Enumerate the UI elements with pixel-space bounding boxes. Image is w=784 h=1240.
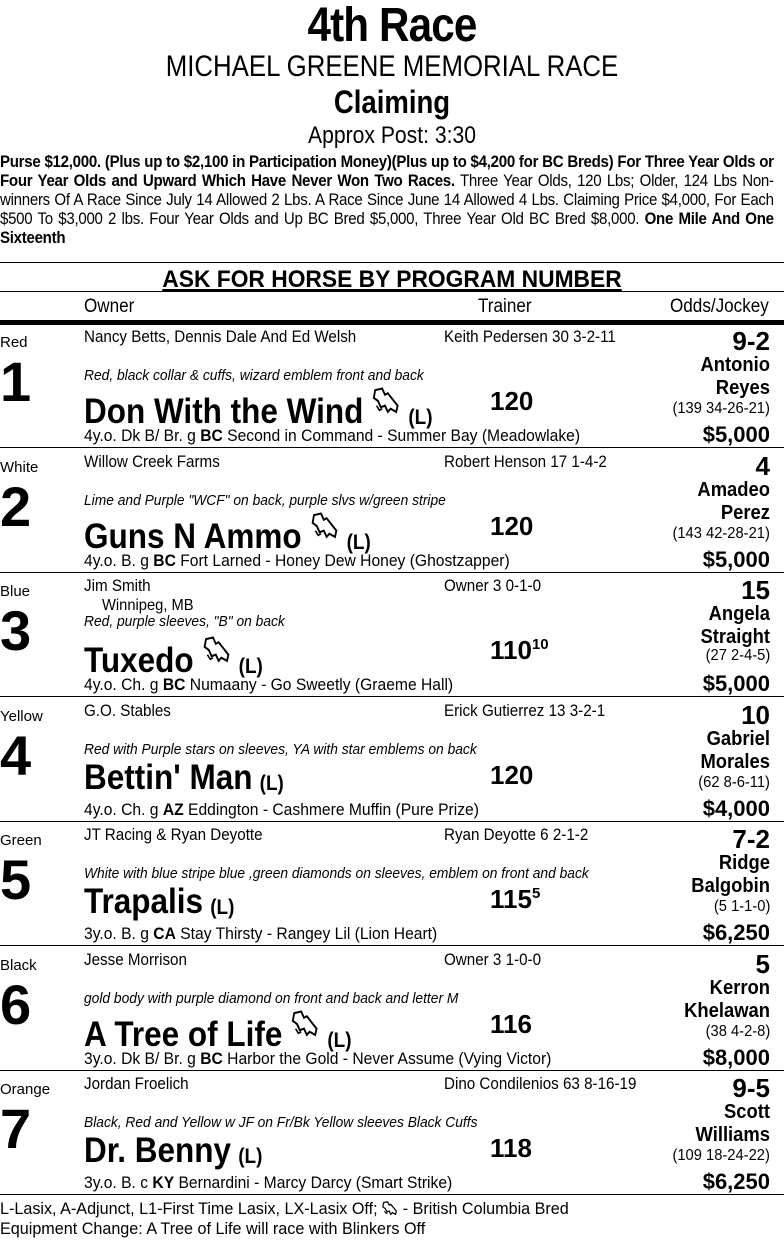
jockey-name: Angela Straight [700,603,770,648]
entry-row [0,698,784,822]
odds-jockey-column-header: Odds/Jockey [670,296,769,317]
morning-line-odds: 4 [755,450,770,481]
breeding-line [84,924,437,944]
trainer-info: Owner 3 1-0-0 [444,950,542,969]
age-sex: 3y.o. B. g [84,924,149,943]
bc-map-icon [291,1007,320,1047]
bred-state: CA [153,924,176,943]
owner-name: JT Racing & Ryan Deyotte [84,826,263,844]
pedigree: Harbor the Gold - Never Assume (Vying Victor) [227,1048,552,1068]
morning-line-odds: 10 [741,699,770,730]
owner-column-header: Owner [84,296,135,317]
claiming-price: $6,250 [702,920,770,945]
program-number: 6 [0,972,32,1036]
program-number: 7 [0,1097,32,1160]
conditions-purse: Purse $12,000. (Plus up to $2,100 in Participation Money)(Plus up to $4,200 for BC Breds) For Three Year Olds or Four Year Olds and Upward Which Have Never Won Two Races. [0,153,774,190]
weight-allowance: 10 [531,636,549,653]
horse-name-line [84,633,263,681]
pedigree: Stay Thirsty - Rangey Lil (Lion Heart) [180,924,438,943]
breeding-line [84,426,580,446]
footer [0,1200,745,1238]
breeding-line [84,1049,551,1069]
jockey-stats: (139 34-26-21) [672,400,770,417]
conditions-body: Three Year Olds, 120 Lbs; Older, 124 Lbs Non-winners Of A Race Since July 14 Allowed 2 Lbs. A Race Since June 14 Allowed 4 Lbs. Claiming Price $4,000, For Each $500 To $3,000 2 lbs. Four Year Olds and Up BC Bred $5,000, Three Year Old BC Bred $8,000. [0,172,774,228]
claiming-price: $5,000 [702,671,770,696]
program-number: 5 [0,848,32,911]
owner-location: Winnipeg, MB [102,597,194,614]
jockey-name: Amadeo Perez [697,478,770,524]
owner-name: Jordan Froelich [84,1075,189,1093]
entry-row [0,449,784,573]
age-sex: 3y.o. B. c [84,1173,149,1192]
pedigree: Numaany - Go Sweetly (Graeme Hall) [189,675,454,694]
saddle-cloth-color: Yellow [0,707,43,725]
silks-description: Red, purple sleeves, "B" on back [84,613,285,630]
horse-name: Tuxedo [84,641,194,680]
silks-description: Lime and Purple "WCF" on back, purple slvs w/green stripe [84,491,446,509]
program-number: 3 [0,599,32,662]
horse-name-line [84,1007,352,1055]
age-sex: 3y.o. Dk B/ Br. g [84,1048,196,1068]
legend-bc-bred: - British Columbia Bred [398,1199,569,1218]
jockey-stats: (109 18-24-22) [672,1147,770,1164]
breeding-line [84,1173,452,1193]
morning-line-odds: 7-2 [732,824,770,854]
pedigree: Eddington - Cashmere Muffin (Pure Prize) [188,799,479,819]
weight-value: 120 [490,759,534,790]
post-time: Approx Post: 3:30 [308,122,476,149]
race-number-title: 4th Race [307,0,477,52]
claiming-price: $5,000 [702,546,770,572]
silks-description: White with blue stripe blue ,green diamonds on sleeves, emblem on front and back [84,865,589,882]
claiming-price: $8,000 [702,1044,770,1070]
race-conditions [0,148,774,248]
horse-name: A Tree of Life [84,1014,283,1054]
horse-name-line [84,384,433,432]
jockey-stats: (143 42-28-21) [672,524,770,542]
age-sex: 4y.o. Dk B/ Br. g [84,426,196,445]
legend-text: L-Lasix, A-Adjunct, L1-First Time Lasix, LX-Lasix Off; [0,1199,378,1218]
trainer-info: Ryan Deyotte 6 2-1-2 [444,826,589,844]
entry-row [0,947,784,1071]
weight [490,386,533,417]
horse-name-line [84,1131,262,1171]
trainer-info: Erick Gutierrez 13 3-2-1 [444,701,606,720]
weight-value: 120 [490,386,534,416]
owner-name: Willow Creek Farms [84,452,220,471]
bred-state: BC [153,550,176,570]
program-number: 1 [0,350,32,413]
horse-name-line [84,509,371,557]
saddle-cloth-color: White [0,458,39,476]
bred-state: KY [152,1173,175,1192]
jockey-name: Antonio Reyes [700,354,770,399]
legend-line [0,1200,745,1220]
race-type: Claiming [333,84,451,120]
column-headers [0,296,784,320]
claiming-price: $5,000 [702,422,770,447]
trainer-column-header: Trainer [478,296,532,317]
jockey-stats: (5 1-1-0) [713,898,770,915]
jockey-stats: (62 8-6-11) [698,773,770,791]
pedigree: Bernardini - Marcy Darcy (Smart Strike) [178,1173,453,1192]
weight [490,884,540,915]
entry-row [0,324,784,448]
silks-description: Red with Purple stars on sleeves, YA with star emblems on back [84,740,477,758]
horse-name: Trapalis [84,882,204,921]
horse-name-line [84,758,284,798]
breeding-line [84,800,479,820]
conditions-divider [0,262,784,263]
age-sex: 4y.o. Ch. g [84,675,159,694]
weight-value: 120 [490,510,534,541]
weight [490,635,549,666]
race-header [0,2,784,148]
saddle-cloth-color: Orange [0,1081,51,1098]
weight-allowance: 5 [531,885,541,902]
bred-state: AZ [162,799,184,819]
jockey-stats: (27 2-4-5) [705,647,770,664]
age-sex: 4y.o. Ch. g [84,799,159,819]
silks-description: Red, black collar & cuffs, wizard emblem front and back [84,367,424,384]
trainer-info: Dino Condilenios 63 8-16-19 [444,1075,637,1093]
bc-map-icon [382,1201,398,1220]
morning-line-odds: 5 [755,948,770,979]
breeding-line [84,675,453,695]
medication: (L) [238,1145,263,1168]
weight [490,1133,532,1164]
medication: (L) [408,406,433,429]
ask-banner: ASK FOR HORSE BY PROGRAM NUMBER [162,266,622,293]
saddle-cloth-color: Black [0,956,37,974]
pedigree: Second in Command - Summer Bay (Meadowlake) [227,426,581,445]
morning-line-odds: 9-5 [732,1073,770,1103]
program-number: 2 [0,474,32,538]
owner-name: Jesse Morrison [84,950,187,969]
program-number: 4 [0,723,32,787]
claiming-price: $6,250 [702,1169,770,1194]
morning-line-odds: 15 [741,575,770,605]
entry-row [0,822,784,946]
bred-state: BC [162,675,186,694]
weight-value: 115 [490,884,532,914]
weight [490,760,533,791]
pedigree: Fort Larned - Honey Dew Honey (Ghostzapper) [180,550,510,570]
age-sex: 4y.o. B. g [84,550,149,570]
horse-name: Dr. Benny [84,1131,232,1170]
saddle-cloth-color: Red [0,334,28,351]
horse-name: Bettin' Man [84,757,253,797]
medication: (L) [346,530,371,554]
weight-value: 116 [490,1008,532,1039]
horse-name: Don With the Wind [84,392,364,431]
banner-divider [0,291,784,292]
bc-map-icon [203,633,232,673]
saddle-cloth-color: Blue [0,583,31,600]
equipment-change: Equipment Change: A Tree of Life will race with Blinkers Off [0,1219,426,1238]
owner-name: Nancy Betts, Dennis Dale And Ed Welsh [84,328,357,346]
owner-name: Jim Smith [84,577,151,595]
owner-name: G.O. Stables [84,701,171,720]
medication: (L) [210,896,235,919]
silks-description: gold body with purple diamond on front and back and letter M [84,989,459,1007]
jockey-name: Kerron Khelawan [684,976,770,1022]
medication: (L) [259,771,284,795]
medication: (L) [238,655,263,678]
silks-description: Black, Red and Yellow w JF on Fr/Bk Yellow sleeves Black Cuffs [84,1114,478,1131]
weight [490,1009,532,1040]
weight-value: 110 [490,635,532,665]
trainer-info: Robert Henson 17 1-4-2 [444,452,607,471]
jockey-name: Ridge Balgobin [691,852,770,897]
jockey-name: Scott Williams [695,1101,770,1146]
trainer-info: Owner 3 0-1-0 [444,577,542,595]
jockey-name: Gabriel Morales [700,727,770,773]
weight [490,511,533,542]
breeding-line [84,551,510,571]
entry-row [0,1071,784,1195]
horse-name: Guns N Ammo [84,516,302,556]
medication: (L) [327,1028,352,1052]
morning-line-odds: 9-2 [732,326,770,356]
bred-state: BC [200,1048,223,1068]
bc-map-icon [372,384,401,424]
claiming-price: $4,000 [702,795,770,821]
entry-row [0,573,784,697]
bred-state: BC [200,426,223,445]
race-name: MICHAEL GREENE MEMORIAL RACE [165,50,619,83]
saddle-cloth-color: Green [0,832,42,849]
horse-name-line [84,882,234,922]
weight-value: 118 [490,1133,532,1163]
conditions-distance: One Mile And One Sixteenth [0,210,774,247]
trainer-info: Keith Pedersen 30 3-2-11 [444,328,616,346]
bc-map-icon [311,509,340,549]
jockey-stats: (38 4-2-8) [705,1022,770,1040]
entry-divider [0,1194,784,1195]
